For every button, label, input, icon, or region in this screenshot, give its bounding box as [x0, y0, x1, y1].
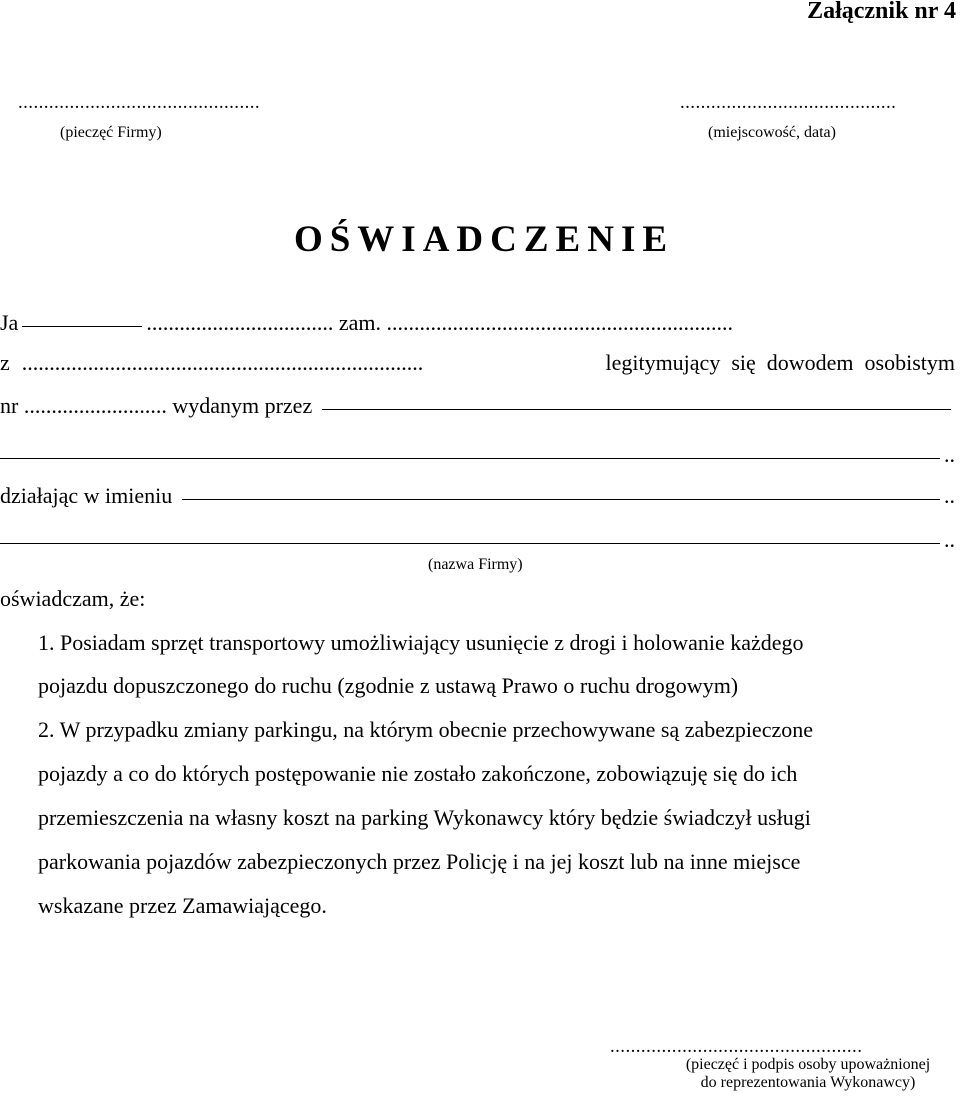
statement-line-1: 1. Posiadam sprzęt transportowy umożliwiający usunięcie z drogi i holowanie każdego [38, 630, 804, 655]
statement-line-7: wskazane przez Zamawiającego. [38, 893, 327, 918]
cont-rule [0, 458, 940, 459]
form-line-continuation-2 [0, 527, 955, 553]
cont-end: .. [944, 442, 955, 467]
form-line-z [0, 350, 955, 376]
z-dots: ......................................................................... [21, 350, 424, 375]
annex-label: Załącznik nr 4 [807, 0, 956, 24]
form-line-dzialajac [0, 483, 955, 509]
cont2-rule [0, 543, 940, 544]
dzialajac-label: działając w imieniu [0, 483, 173, 508]
cont2-end: .. [944, 527, 955, 552]
signature-caption-2: do reprezentowania Wykonawcy) [700, 1074, 916, 1091]
statement-line-4: pojazdy a co do których postępowanie nie zostało zakończone, zobowiązuję się do ich [38, 761, 798, 786]
ja-label: Ja [0, 310, 19, 335]
legit-text: legitymujący się dowodem osobistym [605, 350, 955, 375]
document-title: OŚWIADCZENIE [293, 219, 675, 260]
stamp-caption: (pieczęć Firmy) [60, 124, 162, 141]
form-line-nr [0, 393, 955, 419]
place-dots: .......................................... [680, 92, 897, 113]
dzialajac-rule [182, 499, 940, 500]
dzialajac-end: .. [944, 483, 955, 508]
statement-line-6: parkowania pojazdów zabezpieczonych przez Policję i na jej koszt lub na inne miejsce [38, 849, 801, 874]
statement-line-2: pojazdu dopuszczonego do ruchu (zgodnie z ustawą Prawo o ruchu drogowym) [38, 673, 739, 698]
z-label: z [0, 350, 10, 375]
ja-rule [22, 326, 142, 327]
nazwa-caption: (nazwa Firmy) [428, 556, 523, 573]
ja-dots: .................................. [146, 310, 334, 335]
oswiadczam-label: oświadczam, że: [0, 586, 146, 611]
form-line-continuation [0, 442, 955, 468]
nr-rule [322, 409, 951, 410]
signature-caption-1: (pieczęć i podpis osoby upoważnionej [685, 1056, 931, 1073]
stamp-dots: ............................................... [18, 92, 261, 113]
nr-text: nr .......................... wydanym przez [0, 393, 313, 418]
statement-line-5: przemieszczenia na własny koszt na parking Wykonawcy który będzie świadczył usługi [38, 805, 811, 830]
signature-dots: ................................................. [610, 1036, 863, 1057]
zam-label: zam. ............................................................... [333, 310, 733, 335]
form-line-ja [0, 310, 955, 336]
place-caption: (miejscowość, data) [708, 124, 836, 141]
statement-line-3: 2. W przypadku zmiany parkingu, na którym obecnie przechowywane są zabezpieczone [38, 717, 813, 742]
